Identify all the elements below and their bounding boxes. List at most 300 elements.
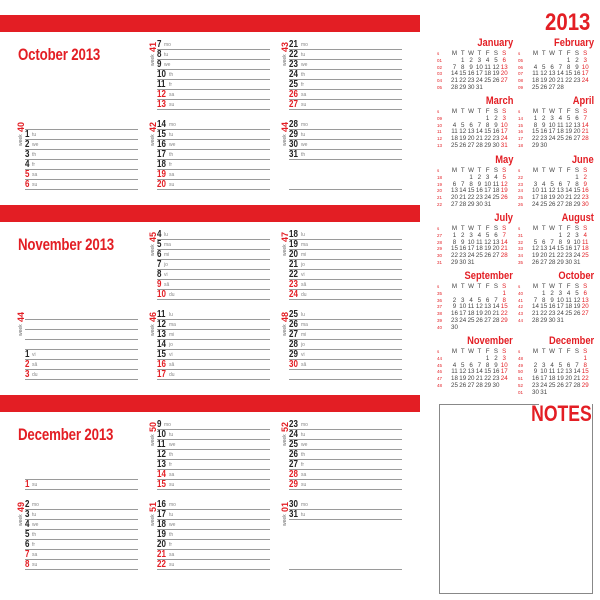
day-row[interactable] — [157, 450, 270, 460]
mini-day[interactable]: 15 — [556, 245, 564, 253]
mini-day[interactable]: 31 — [475, 83, 483, 91]
mini-day[interactable]: 27 — [548, 83, 556, 91]
mini-day[interactable]: 10 — [475, 63, 483, 71]
mini-day[interactable]: 21 — [565, 194, 573, 202]
mini-day[interactable]: 12 — [475, 303, 483, 311]
mini-day[interactable]: 16 — [565, 245, 573, 253]
mini-day[interactable]: 26 — [475, 316, 483, 324]
mini-day[interactable]: 5 — [477, 296, 482, 304]
day-row[interactable] — [25, 370, 138, 380]
mini-day[interactable]: 21 — [581, 128, 589, 136]
mini-day[interactable]: 17 — [532, 194, 539, 202]
day-row[interactable] — [289, 350, 402, 360]
mini-day[interactable]: 11 — [582, 238, 589, 246]
mini-day[interactable]: 2 — [566, 231, 571, 239]
mini-day[interactable]: 14 — [492, 303, 500, 311]
mini-day[interactable]: 19 — [565, 128, 573, 136]
mini-day[interactable]: 16 — [492, 368, 500, 376]
day-row[interactable] — [25, 170, 138, 180]
mini-day[interactable]: 5 — [533, 238, 538, 246]
mini-day[interactable]: 24 — [467, 252, 475, 260]
mini-day[interactable]: 7 — [533, 296, 538, 304]
day-row[interactable] — [25, 360, 138, 370]
day-row[interactable] — [157, 40, 270, 50]
mini-day[interactable]: 4 — [485, 56, 490, 64]
mini-day[interactable]: 26 — [532, 258, 539, 266]
mini-day[interactable]: 26 — [540, 83, 548, 91]
mini-day[interactable]: 10 — [459, 303, 467, 311]
mini-day[interactable]: 21 — [556, 77, 564, 85]
mini-day[interactable]: 22 — [451, 252, 458, 260]
day-row[interactable] — [157, 480, 270, 490]
mini-day[interactable]: 19 — [475, 310, 483, 318]
mini-day[interactable]: 26 — [548, 200, 556, 208]
mini-day[interactable]: 1 — [533, 114, 538, 122]
day-row[interactable] — [289, 310, 402, 320]
mini-day[interactable]: 22 — [556, 252, 564, 260]
day-row[interactable] — [25, 350, 138, 360]
mini-day[interactable]: 9 — [461, 238, 465, 246]
mini-day[interactable]: 26 — [492, 77, 500, 85]
mini-day[interactable]: 26 — [459, 141, 467, 149]
mini-day[interactable]: 3 — [502, 114, 506, 122]
mini-day[interactable]: 7 — [583, 114, 587, 122]
mini-day[interactable]: 8 — [469, 180, 473, 188]
mini-day[interactable]: 5 — [461, 121, 465, 129]
day-row[interactable] — [289, 450, 402, 460]
day-row[interactable] — [157, 510, 270, 520]
mini-day[interactable]: 3 — [542, 361, 546, 369]
mini-day[interactable]: 27 — [451, 200, 458, 208]
mini-day[interactable]: 28 — [475, 381, 483, 389]
mini-day[interactable]: 19 — [459, 375, 467, 383]
mini-day[interactable]: 12 — [532, 245, 539, 253]
mini-day[interactable]: 21 — [548, 252, 556, 260]
day-row[interactable] — [157, 320, 270, 330]
mini-day[interactable]: 26 — [500, 194, 508, 202]
mini-day[interactable]: 12 — [573, 296, 581, 304]
mini-day[interactable]: 17 — [573, 245, 581, 253]
mini-day[interactable]: 18 — [556, 128, 564, 136]
mini-day[interactable]: 13 — [492, 238, 500, 246]
mini-day[interactable]: 22 — [532, 135, 539, 143]
day-row[interactable] — [289, 320, 402, 330]
mini-day[interactable]: 26 — [556, 381, 564, 389]
mini-day[interactable]: 22 — [467, 194, 475, 202]
day-row[interactable] — [157, 370, 270, 380]
mini-day[interactable]: 2 — [477, 173, 482, 181]
mini-day[interactable]: 28 — [459, 200, 467, 208]
mini-day[interactable]: 20 — [573, 128, 581, 136]
mini-day[interactable]: 12 — [540, 70, 548, 78]
mini-day[interactable]: 28 — [548, 258, 556, 266]
mini-day[interactable]: 12 — [459, 368, 467, 376]
mini-day[interactable]: 28 — [475, 141, 483, 149]
mini-day[interactable]: 21 — [500, 245, 508, 253]
mini-day[interactable]: 17 — [467, 245, 475, 253]
day-row[interactable] — [25, 500, 138, 510]
mini-day[interactable]: 3 — [502, 354, 506, 362]
day-row[interactable] — [157, 500, 270, 510]
mini-day[interactable]: 2 — [461, 231, 465, 239]
mini-day[interactable]: 20 — [556, 194, 564, 202]
mini-day[interactable]: 6 — [558, 180, 563, 188]
mini-day[interactable]: 18 — [532, 77, 539, 85]
day-row[interactable] — [25, 540, 138, 550]
mini-day[interactable]: 24 — [581, 77, 589, 85]
mini-day[interactable]: 9 — [566, 238, 571, 246]
mini-day[interactable]: 10 — [532, 187, 539, 195]
mini-day[interactable]: 15 — [573, 187, 581, 195]
day-row[interactable] — [289, 340, 402, 350]
mini-day[interactable]: 24 — [500, 135, 508, 143]
day-row[interactable] — [157, 50, 270, 60]
mini-day[interactable]: 3 — [477, 56, 482, 64]
day-row[interactable] — [157, 70, 270, 80]
day-row[interactable] — [157, 130, 270, 140]
mini-day[interactable]: 29 — [540, 316, 548, 324]
mini-day[interactable]: 4 — [550, 361, 554, 369]
mini-day[interactable]: 18 — [492, 187, 500, 195]
mini-day[interactable]: 8 — [583, 361, 587, 369]
day-row[interactable] — [157, 520, 270, 530]
mini-day[interactable]: 13 — [540, 245, 548, 253]
mini-day[interactable]: 28 — [492, 316, 500, 324]
mini-day[interactable]: 20 — [565, 375, 573, 383]
mini-day[interactable]: 10 — [556, 296, 564, 304]
mini-day[interactable]: 29 — [556, 258, 564, 266]
mini-day[interactable]: 12 — [492, 63, 500, 71]
mini-day[interactable]: 23 — [548, 310, 556, 318]
mini-day[interactable]: 18 — [548, 375, 556, 383]
mini-day[interactable]: 14 — [565, 187, 573, 195]
mini-day[interactable]: 3 — [461, 296, 465, 304]
mini-day[interactable]: 12 — [556, 368, 564, 376]
mini-day[interactable]: 11 — [557, 121, 564, 129]
mini-day[interactable]: 11 — [476, 238, 483, 246]
day-row[interactable] — [25, 340, 138, 350]
mini-day[interactable]: 5 — [575, 289, 579, 297]
mini-day[interactable]: 7 — [477, 121, 482, 129]
mini-day[interactable]: 2 — [533, 361, 538, 369]
mini-day[interactable]: 2 — [494, 354, 498, 362]
day-row[interactable] — [25, 120, 138, 130]
mini-day[interactable]: 15 — [540, 303, 548, 311]
mini-day[interactable]: 22 — [500, 310, 508, 318]
mini-day[interactable]: 14 — [581, 121, 589, 129]
mini-day[interactable]: 19 — [459, 135, 467, 143]
day-row[interactable] — [289, 150, 402, 160]
mini-day[interactable]: 24 — [459, 316, 467, 324]
day-row[interactable] — [25, 320, 138, 330]
mini-day[interactable]: 23 — [492, 375, 500, 383]
mini-day[interactable]: 6 — [550, 63, 554, 71]
mini-day[interactable]: 15 — [500, 303, 508, 311]
mini-day[interactable]: 14 — [500, 238, 508, 246]
mini-day[interactable]: 10 — [581, 63, 589, 71]
day-row[interactable] — [25, 510, 138, 520]
mini-day[interactable]: 28 — [532, 316, 539, 324]
mini-day[interactable]: 14 — [451, 70, 458, 78]
mini-day[interactable]: 19 — [573, 303, 581, 311]
mini-day[interactable]: 25 — [475, 252, 483, 260]
mini-day[interactable]: 13 — [581, 296, 589, 304]
day-row[interactable] — [157, 290, 270, 300]
mini-day[interactable]: 7 — [550, 238, 554, 246]
mini-day[interactable]: 7 — [558, 63, 563, 71]
mini-day[interactable]: 18 — [540, 194, 548, 202]
day-row[interactable] — [289, 470, 402, 480]
mini-day[interactable]: 6 — [452, 180, 457, 188]
mini-day[interactable]: 1 — [485, 354, 490, 362]
mini-day[interactable]: 10 — [484, 180, 492, 188]
day-row[interactable] — [157, 60, 270, 70]
mini-day[interactable]: 6 — [566, 361, 571, 369]
mini-day[interactable]: 7 — [477, 361, 482, 369]
day-row[interactable] — [289, 250, 402, 260]
mini-day[interactable]: 18 — [467, 310, 475, 318]
mini-day[interactable]: 22 — [459, 77, 467, 85]
mini-day[interactable]: 20 — [548, 77, 556, 85]
mini-day[interactable]: 27 — [573, 135, 581, 143]
mini-day[interactable]: 4 — [452, 361, 457, 369]
mini-day[interactable]: 20 — [467, 135, 475, 143]
mini-day[interactable]: 23 — [451, 316, 458, 324]
day-row[interactable] — [25, 470, 138, 480]
mini-day[interactable]: 11 — [484, 63, 491, 71]
mini-day[interactable]: 31 — [500, 141, 508, 149]
mini-day[interactable]: 27 — [484, 316, 492, 324]
mini-day[interactable]: 21 — [459, 194, 467, 202]
mini-day[interactable]: 27 — [581, 310, 589, 318]
day-row[interactable] — [157, 160, 270, 170]
mini-day[interactable]: 16 — [548, 303, 556, 311]
mini-day[interactable]: 7 — [575, 361, 579, 369]
mini-day[interactable]: 15 — [467, 187, 475, 195]
mini-day[interactable]: 14 — [532, 303, 539, 311]
mini-day[interactable]: 19 — [484, 245, 492, 253]
mini-day[interactable]: 4 — [477, 231, 482, 239]
mini-day[interactable]: 28 — [500, 252, 508, 260]
mini-day[interactable]: 13 — [467, 368, 475, 376]
mini-day[interactable]: 18 — [475, 245, 483, 253]
mini-day[interactable]: 14 — [556, 70, 564, 78]
day-row[interactable] — [157, 350, 270, 360]
mini-day[interactable]: 15 — [451, 245, 458, 253]
mini-day[interactable]: 25 — [451, 381, 458, 389]
mini-day[interactable]: 21 — [532, 310, 539, 318]
mini-day[interactable]: 16 — [573, 70, 581, 78]
day-row[interactable] — [25, 550, 138, 560]
mini-day[interactable]: 22 — [573, 194, 581, 202]
mini-day[interactable]: 15 — [459, 70, 467, 78]
mini-day[interactable]: 29 — [500, 316, 508, 324]
mini-day[interactable]: 15 — [484, 368, 492, 376]
day-row[interactable] — [157, 530, 270, 540]
mini-day[interactable]: 22 — [484, 135, 492, 143]
mini-day[interactable]: 23 — [492, 135, 500, 143]
mini-day[interactable]: 14 — [573, 368, 581, 376]
mini-day[interactable]: 11 — [532, 70, 539, 78]
mini-day[interactable]: 13 — [467, 128, 475, 136]
day-row[interactable] — [289, 480, 402, 490]
mini-day[interactable]: 16 — [540, 128, 548, 136]
mini-day[interactable]: 21 — [475, 135, 483, 143]
mini-day[interactable]: 23 — [532, 381, 539, 389]
mini-day[interactable]: 16 — [451, 310, 458, 318]
mini-day[interactable]: 20 — [540, 252, 548, 260]
day-row[interactable] — [289, 50, 402, 60]
mini-day[interactable]: 16 — [581, 187, 589, 195]
mini-day[interactable]: 19 — [492, 70, 500, 78]
mini-day[interactable]: 2 — [550, 289, 554, 297]
mini-day[interactable]: 17 — [581, 70, 589, 78]
mini-day[interactable]: 26 — [484, 252, 492, 260]
mini-day[interactable]: 3 — [583, 56, 587, 64]
mini-day[interactable]: 26 — [565, 135, 573, 143]
mini-day[interactable]: 2 — [583, 173, 587, 181]
day-row[interactable] — [157, 230, 270, 240]
mini-day[interactable]: 2 — [494, 114, 498, 122]
mini-day[interactable]: 24 — [548, 135, 556, 143]
mini-day[interactable]: 19 — [500, 187, 508, 195]
day-row[interactable] — [157, 80, 270, 90]
mini-day[interactable]: 29 — [532, 141, 539, 149]
mini-day[interactable]: 13 — [565, 368, 573, 376]
day-row[interactable] — [157, 420, 270, 430]
mini-day[interactable]: 18 — [484, 70, 492, 78]
day-row[interactable] — [289, 230, 402, 240]
mini-day[interactable]: 2 — [542, 114, 546, 122]
mini-day[interactable]: 20 — [467, 375, 475, 383]
day-row[interactable] — [157, 240, 270, 250]
mini-day[interactable]: 30 — [459, 258, 467, 266]
mini-day[interactable]: 11 — [540, 187, 547, 195]
mini-day[interactable]: 2 — [469, 56, 473, 64]
mini-day[interactable]: 30 — [581, 200, 589, 208]
mini-day[interactable]: 10 — [500, 121, 508, 129]
mini-day[interactable]: 3 — [575, 231, 579, 239]
mini-day[interactable]: 17 — [500, 128, 508, 136]
day-row[interactable] — [25, 310, 138, 320]
mini-day[interactable]: 24 — [532, 200, 539, 208]
mini-day[interactable]: 9 — [550, 296, 554, 304]
day-row[interactable] — [289, 270, 402, 280]
mini-day[interactable]: 30 — [492, 381, 500, 389]
mini-day[interactable]: 19 — [548, 194, 556, 202]
mini-day[interactable]: 20 — [451, 194, 458, 202]
mini-day[interactable]: 7 — [494, 296, 498, 304]
mini-day[interactable]: 10 — [467, 238, 475, 246]
day-row[interactable] — [157, 340, 270, 350]
mini-day[interactable]: 26 — [573, 310, 581, 318]
mini-day[interactable]: 31 — [484, 200, 492, 208]
mini-day[interactable]: 12 — [565, 121, 573, 129]
day-row[interactable] — [157, 560, 270, 570]
mini-day[interactable]: 25 — [484, 77, 492, 85]
mini-day[interactable]: 22 — [565, 77, 573, 85]
day-row[interactable] — [157, 250, 270, 260]
mini-day[interactable]: 17 — [540, 375, 548, 383]
mini-day[interactable]: 1 — [566, 56, 571, 64]
mini-day[interactable]: 29 — [484, 381, 492, 389]
day-row[interactable] — [289, 260, 402, 270]
mini-day[interactable]: 13 — [556, 187, 564, 195]
day-row[interactable] — [25, 180, 138, 190]
mini-day[interactable]: 19 — [540, 77, 548, 85]
mini-day[interactable]: 6 — [469, 121, 473, 129]
mini-day[interactable]: 18 — [581, 245, 589, 253]
mini-day[interactable]: 25 — [451, 141, 458, 149]
mini-day[interactable]: 27 — [500, 77, 508, 85]
mini-day[interactable]: 3 — [550, 114, 554, 122]
day-row[interactable] — [289, 240, 402, 250]
mini-day[interactable]: 9 — [583, 180, 587, 188]
mini-day[interactable]: 14 — [548, 245, 556, 253]
mini-day[interactable]: 4 — [542, 180, 546, 188]
mini-day[interactable]: 5 — [461, 361, 465, 369]
mini-day[interactable]: 6 — [575, 114, 579, 122]
day-row[interactable] — [157, 540, 270, 550]
mini-day[interactable]: 4 — [469, 296, 473, 304]
day-row[interactable] — [289, 90, 402, 100]
day-row[interactable] — [289, 280, 402, 290]
mini-day[interactable]: 17 — [500, 368, 508, 376]
mini-day[interactable]: 29 — [467, 200, 475, 208]
mini-day[interactable]: 8 — [485, 121, 490, 129]
mini-day[interactable]: 30 — [532, 388, 539, 396]
mini-day[interactable]: 25 — [532, 83, 539, 91]
day-row[interactable] — [157, 180, 270, 190]
mini-day[interactable]: 8 — [485, 361, 490, 369]
mini-day[interactable]: 10 — [500, 361, 508, 369]
mini-day[interactable]: 13 — [573, 121, 581, 129]
day-row[interactable] — [289, 360, 402, 370]
mini-day[interactable]: 5 — [558, 361, 563, 369]
mini-day[interactable]: 27 — [556, 200, 564, 208]
day-row[interactable] — [289, 500, 402, 510]
day-row[interactable] — [289, 60, 402, 70]
day-row[interactable] — [157, 310, 270, 320]
mini-day[interactable]: 8 — [502, 296, 506, 304]
mini-day[interactable]: 22 — [484, 375, 492, 383]
mini-day[interactable]: 7 — [566, 180, 571, 188]
mini-day[interactable]: 14 — [475, 128, 483, 136]
mini-day[interactable]: 8 — [452, 238, 457, 246]
mini-day[interactable]: 9 — [575, 63, 579, 71]
mini-day[interactable]: 23 — [459, 252, 467, 260]
day-row[interactable] — [289, 420, 402, 430]
mini-day[interactable]: 9 — [452, 303, 457, 311]
mini-day[interactable]: 7 — [452, 63, 457, 71]
mini-day[interactable]: 3 — [485, 173, 490, 181]
mini-day[interactable]: 20 — [500, 70, 508, 78]
day-row[interactable] — [25, 330, 138, 340]
mini-day[interactable]: 15 — [532, 128, 539, 136]
mini-day[interactable]: 4 — [494, 173, 498, 181]
day-row[interactable] — [289, 100, 402, 110]
mini-day[interactable]: 23 — [540, 135, 548, 143]
mini-day[interactable]: 29 — [459, 83, 467, 91]
mini-day[interactable]: 27 — [540, 258, 548, 266]
mini-day[interactable]: 27 — [565, 381, 573, 389]
mini-day[interactable]: 31 — [467, 258, 475, 266]
mini-day[interactable]: 11 — [548, 368, 556, 376]
mini-day[interactable]: 17 — [459, 310, 467, 318]
mini-day[interactable]: 21 — [492, 310, 500, 318]
day-row[interactable] — [157, 100, 270, 110]
mini-day[interactable]: 8 — [542, 296, 546, 304]
